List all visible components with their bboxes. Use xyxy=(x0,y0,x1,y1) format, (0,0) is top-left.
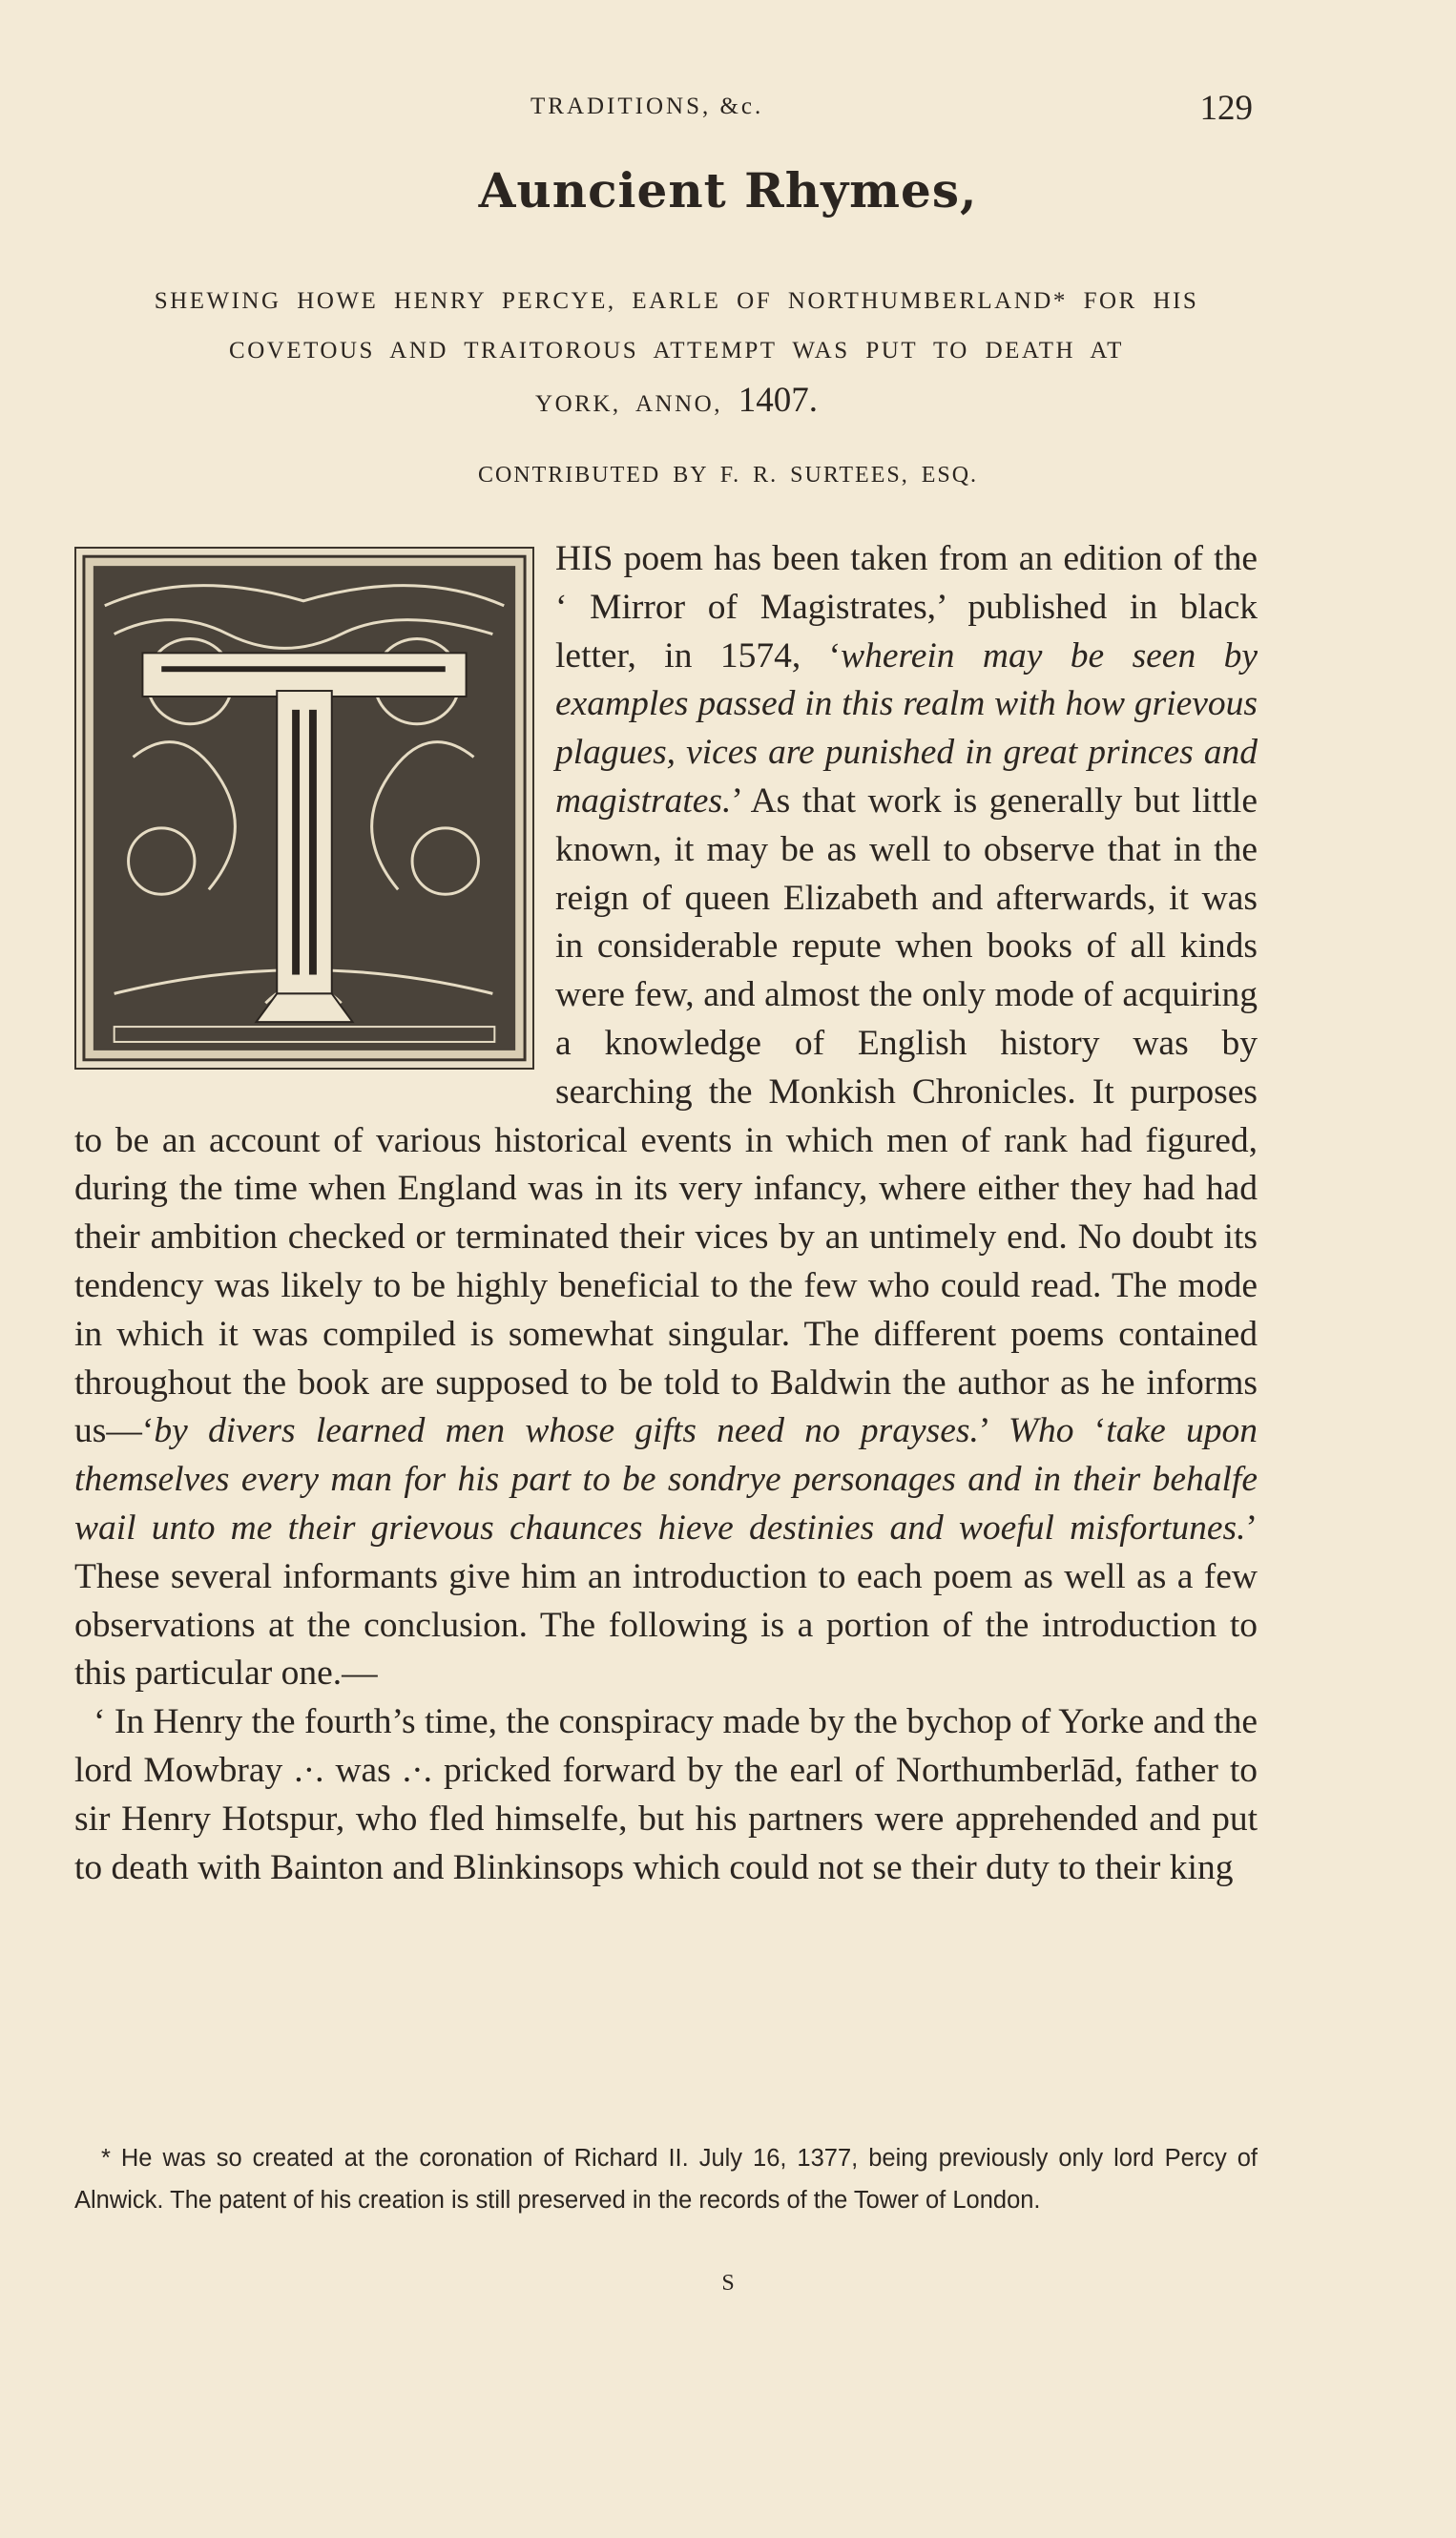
p1-who: Who xyxy=(1008,1411,1074,1451)
subtitle-line-3 xyxy=(80,376,1273,429)
p1-quote-1: wherein may be seen by examples passed in this realm with how grievous plagues, vices are punished in great princes and magistrates. xyxy=(555,635,1258,821)
paragraph-2: ‘ In Henry the fourth’s time, the conspiracy made by the bychop of Yorke and the lord Mowbray .·. was .·. pricked forward by the earl of Northumberlād, father to sir Henry Hotspur, who fled himselfe, but his partners were apprehended and put to death with Bainton and Blinkinsops which could not se their duty to their king xyxy=(74,1702,1258,1887)
p1-text-i: ’ These several informants give him an introduction to each poem as well as a few observations at the conclusion. The following is a portion of the introduction to this particular one.— xyxy=(74,1508,1258,1694)
page-number: 129 xyxy=(1199,89,1253,128)
article-title: Auncient Rhymes, xyxy=(478,162,978,218)
p1-text-c: ’ As that work is generally but little known, it may be as well to observe that in the reign of queen Elizabeth and afterwards, it was in considerable repute when books of all kinds were few, and almost the only mode of acquiring a knowledge of English history was by searching the Monkish Chronicles. It purposes to be an account of various historical events in which men of rank had figured, during the time when England was in its very infancy, where either they had had their ambition checked or terminated their vices by an untimely end. No doubt its tendency was likely to be highly beneficial to the few who could read. The mode in which it was compiled is somewhat singular. The different poems contained throughout the book are supposed to be told to Baldwin the author as he informs us—‘ xyxy=(74,780,1258,1451)
subtitle-line-1: SHEWING HOWE HENRY PERCYE, EARLE OF NORTHUMBERLAND* FOR HIS xyxy=(154,288,1199,314)
article-subtitle xyxy=(80,277,1273,429)
signature-mark: S xyxy=(721,2271,735,2296)
p1-text-e: ’ xyxy=(978,1411,1009,1451)
section-title: TRADITIONS, &c. xyxy=(530,94,764,119)
ornamental-letter-t-icon xyxy=(74,547,534,1070)
article-body xyxy=(74,535,1258,1892)
subtitle-line-2: COVETOUS AND TRAITOROUS ATTEMPT WAS PUT TO DEATH AT xyxy=(229,338,1124,364)
byline: CONTRIBUTED BY F. R. SURTEES, ESQ. xyxy=(477,463,979,488)
running-header xyxy=(0,88,1456,126)
footnote xyxy=(74,2137,1258,2221)
p1-quote-2: by divers learned men whose gifts need no prayses. xyxy=(154,1411,979,1451)
p1-quote-3: take upon themselves every man for his part to be sondrye personages and in their behalfe wail unto me their grievous chaunces hieve destinies and woeful misfortunes. xyxy=(74,1411,1258,1548)
p1-text-g: ‘ xyxy=(1073,1411,1107,1451)
footnote-text: * He was so created at the coronation of Richard II. July 16, 1377, being previously only lord Percy of Alnwick. The patent of his creation is still preserved in the records of the Tower of London. xyxy=(74,2145,1258,2214)
p1-text-a: HIS poem has been taken from an edition of the ‘ Mirror of Magistrates,’ published in black letter, in 1574, ‘ xyxy=(555,539,1258,676)
subtitle-year: 1407. xyxy=(738,381,818,420)
subtitle-line-3-prefix: YORK, ANNO, xyxy=(535,391,722,417)
